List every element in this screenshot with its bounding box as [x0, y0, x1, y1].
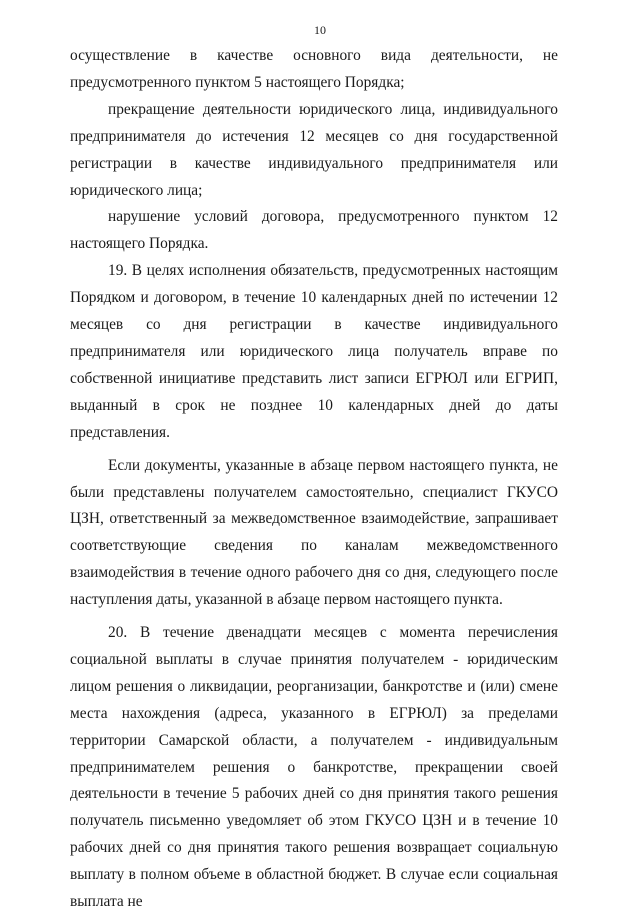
list-item-paragraph: осуществление в качестве основного вида деятельности, не предусмотренного пунктом 5 настоящего Порядка;: [70, 47, 558, 91]
clause-19-second-paragraph: Если документы, указанные в абзаце первом настоящего пункта, не были представлены получателем самостоятельно, специалист ГКУСО ЦЗН, ответственный за межведомственное взаимодействие, запрашивает соответствующие сведения по каналам межведомственного взаимодействия в течение одного рабочего дня со дня, следующего после наступления даты, указанной в абзаце первом настоящего пункта.: [70, 456, 558, 609]
list-item-paragraph: прекращение деятельности юридического лица, индивидуального предпринимателя до истечения 12 месяцев со дня государственной регистрации в качестве индивидуального предпринимателя или юридического лица;: [70, 100, 558, 199]
page-number: 10: [314, 23, 326, 37]
clause-20-paragraph: 20. В течение двенадцати месяцев с момента перечисления социальной выплаты в случае принятия получателем - юридическим лицом решения о ликвидации, реорганизации, банкротстве и (или) смене места нахождения (адреса, указанного в ЕГРЮЛ) за пределами территории Самарской области, а получателем - индивидуальным предпринимателем решения о банкротстве, прекращении своей деятельности в течение 5 рабочих дней со дня принятия такого решения получатель письменно уведомляет об этом ГКУСО ЦЗН и в течение 10 рабочих дней со дня принятия такого решения возвращает социальную выплату в полном объеме в областной бюджет. В случае если социальная выплата не: [70, 624, 558, 911]
document-body: [70, 43, 558, 916]
clause-19-paragraph: 19. В целях исполнения обязательств, предусмотренных настоящим Порядком и договором, в течение 10 календарных дней по истечении 12 месяцев со дня регистрации в качестве индивидуального предпринимателя или юридического лица получатель вправе по собственной инициативе представить лист записи ЕГРЮЛ или ЕГРИП, выданный в срок не позднее 10 календарных дней до даты представления.: [70, 262, 558, 441]
list-item-paragraph: нарушение условий договора, предусмотренного пунктом 12 настоящего Порядка.: [70, 208, 558, 253]
